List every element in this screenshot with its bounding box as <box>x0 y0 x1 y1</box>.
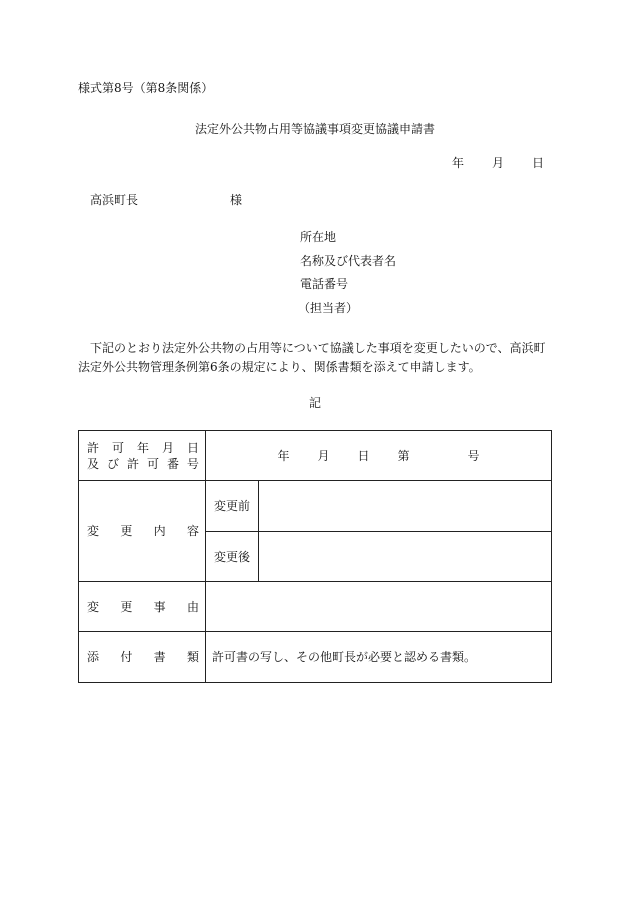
change-before-label: 変更前 <box>206 481 259 532</box>
attachments-value: 許可書の写し、その他町長が必要と認める書類。 <box>206 632 552 683</box>
applicant-name-label: 名称及び代表者名 <box>300 254 397 268</box>
permit-date-value[interactable]: 年 月 日 第 号 <box>206 431 552 481</box>
permit-date-label-line1: 許 可 年 月 日 <box>87 440 199 455</box>
attachments-label: 添 付 書 類 <box>79 632 206 683</box>
application-table <box>78 430 552 683</box>
date-month: 月 <box>492 156 505 170</box>
table-row-attachments <box>79 632 552 683</box>
addressee <box>90 192 243 208</box>
applicant-contact-label: （担当者） <box>298 301 359 315</box>
table-row-change-reason <box>79 582 552 632</box>
applicant-address-label: 所在地 <box>300 230 337 244</box>
table-row-change-before <box>79 481 552 532</box>
permit-date-label <box>79 431 206 481</box>
addressee-honorific: 様 <box>230 193 243 207</box>
document-title: 法定外公共物占用等協議事項変更協議申請書 <box>194 122 435 136</box>
form-number: 様式第8号（第8条関係） <box>78 81 214 95</box>
applicant-phone-label: 電話番号 <box>300 277 349 291</box>
date-day: 日 <box>532 156 545 170</box>
date-year: 年 <box>452 156 465 170</box>
change-after-label: 変更後 <box>206 532 259 582</box>
body-text: 下記のとおり法定外公共物の占用等について協議した事項を変更したいので、高浜町法定外公共物管理条例第6条の規定により、関係書類を添えて申請します。 <box>78 341 546 374</box>
change-reason-label: 変 更 事 由 <box>79 582 206 632</box>
date-line <box>452 155 544 171</box>
addressee-name: 高浜町長 <box>90 193 139 207</box>
change-before-field[interactable] <box>259 481 552 532</box>
change-reason-field[interactable] <box>206 582 552 632</box>
change-content-label: 変 更 内 容 <box>79 481 206 582</box>
ki-heading: 記 <box>308 396 321 410</box>
change-after-field[interactable] <box>259 532 552 582</box>
permit-date-label-line2: 及 び 許 可 番 号 <box>87 456 199 471</box>
table-row-permit-date <box>79 431 552 481</box>
